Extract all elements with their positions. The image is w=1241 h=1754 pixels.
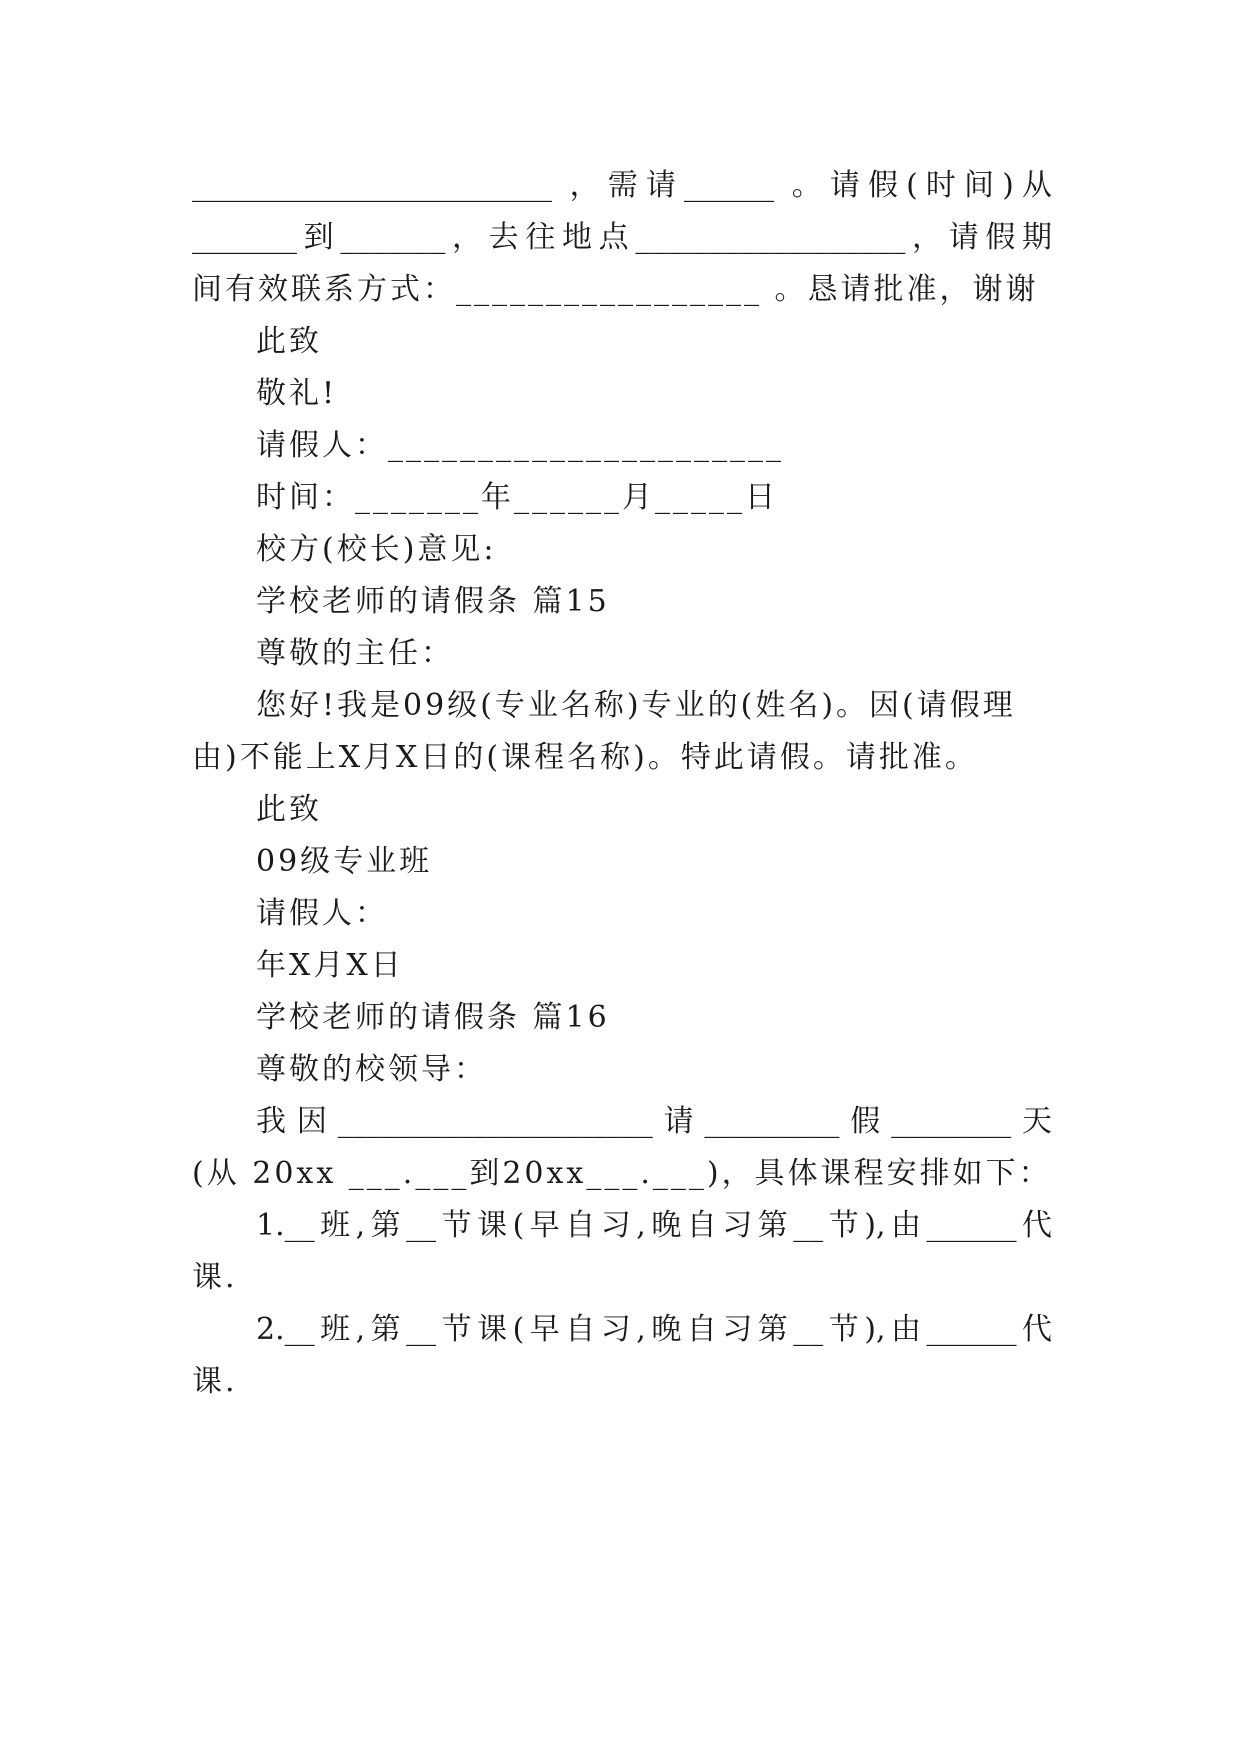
section-heading: 学校老师的请假条 篇15 (256, 584, 610, 619)
text-line: 时间：_______年______月_____日 (256, 480, 778, 515)
text-line: 1.__班,第__节课(早自习,晚自习第__节),由______代 (256, 1208, 1052, 1243)
text-line: 课. (192, 1364, 238, 1399)
section-heading: 学校老师的请假条 篇16 (256, 1000, 610, 1035)
text-line: 2.__班,第__节课(早自习,晚自习第__节),由______代 (256, 1312, 1052, 1347)
text-line: 间有效联系方式：_________________ 。恳请批准，谢谢 (192, 272, 1039, 307)
text-line: 校方(校长)意见: (256, 532, 497, 567)
text-line: 年X月X日 (256, 948, 404, 983)
text-line: 请假人： (256, 896, 388, 931)
text-line: ________________________ ，需请______ 。请假(时间)从 (192, 168, 1052, 203)
text-line: 由)不能上X月X日的(课程名称)。特此请假。请批准。 (192, 740, 978, 775)
text-line: 我因_____________________请_________假________天 (256, 1104, 1052, 1139)
text-line: 此致 (256, 324, 322, 359)
text-line: 课. (192, 1260, 238, 1295)
text-line: 此致 (256, 792, 322, 827)
text-line: 敬礼! (256, 376, 338, 411)
text-line: 请假人：______________________ (256, 428, 784, 463)
text-line: (从 20xx ___.___到20xx___.___)，具体课程安排如下： (192, 1156, 1052, 1191)
text-line: 尊敬的主任： (256, 636, 454, 671)
text-line: 尊敬的校领导： (256, 1052, 487, 1087)
text-line: 您好!我是09级(专业名称)专业的(姓名)。因(请假理 (256, 688, 1016, 723)
text-line: 09级专业班 (256, 844, 433, 879)
text-line: _______到_______，去往地点__________________，请假期 (192, 220, 1052, 255)
